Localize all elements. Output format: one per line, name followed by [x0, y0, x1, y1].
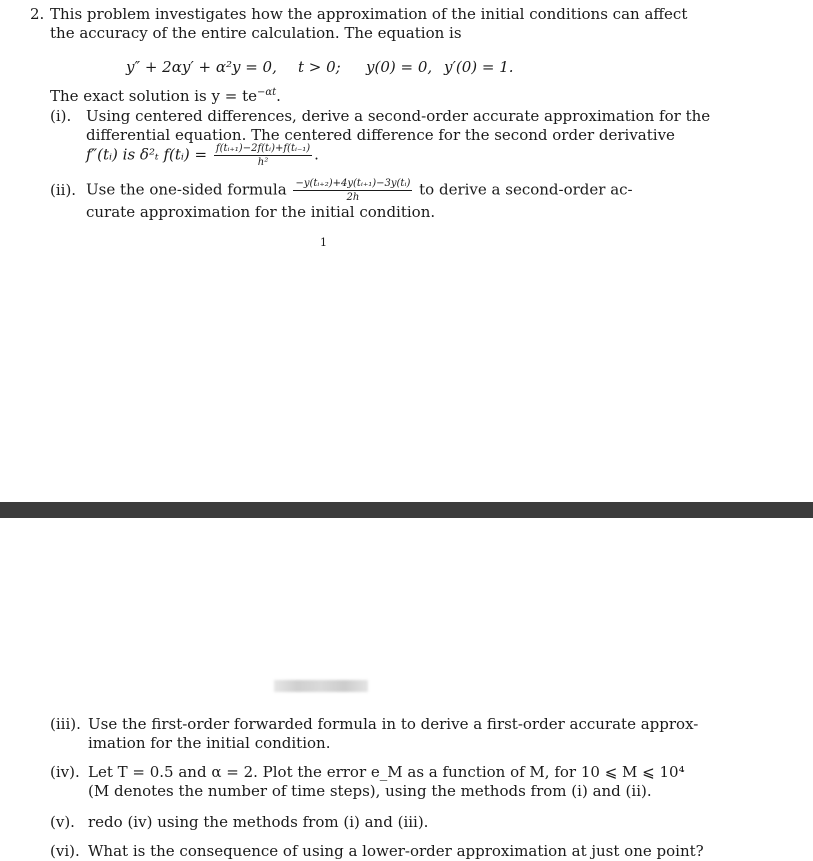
one-sided-formula-denominator: 2h — [346, 192, 360, 203]
centered-difference-fraction — [214, 143, 312, 168]
part-i-line-3 — [86, 143, 319, 168]
part-ii-prefix: Use the one-sided formula — [86, 180, 287, 199]
one-sided-formula-fraction — [293, 178, 412, 203]
part-i-label: (i). — [50, 107, 72, 125]
part-i-line-2: differential equation. The centered difference for the second order derivative — [86, 126, 675, 144]
one-sided-formula-numerator: −y(tᵢ₊₂)+4y(tᵢ₊₁)−3y(tᵢ) — [295, 178, 411, 189]
exact-solution — [50, 87, 281, 106]
ode-domain: t > 0; — [298, 58, 341, 76]
part-iii-label: (iii). — [50, 715, 81, 733]
problem-intro-line-2: the accuracy of the entire calculation. The equation is — [50, 24, 462, 42]
initial-condition-1: y(0) = 0, — [366, 58, 433, 76]
document-page-2 — [0, 518, 813, 861]
part-vi-label: (vi). — [50, 842, 80, 860]
part-ii-suffix: to derive a second-order ac- — [419, 180, 633, 199]
second-derivative-expression: f″(tᵢ) is δ²ₜ f(tᵢ) = — [86, 145, 208, 164]
initial-condition-2: y′(0) = 1. — [444, 58, 514, 76]
part-iv-line-2: (M denotes the number of time steps), using the methods from (i) and (ii). — [88, 782, 652, 800]
part-vi-line-1: What is the consequence of using a lower-order approximation at just one point? — [88, 842, 704, 860]
part-ii-line-2: curate approximation for the initial condition. — [86, 203, 436, 221]
part-v-label: (v). — [50, 813, 75, 831]
part-ii-line-1 — [86, 178, 633, 203]
redacted-text — [274, 680, 368, 692]
exact-solution-end: . — [276, 87, 281, 105]
part-iv-label: (iv). — [50, 763, 80, 781]
part-iii-line-2: imation for the initial condition. — [88, 734, 331, 752]
part-iv-line-1: Let T = 0.5 and α = 2. Plot the error e_M as a function of M, for 10 ⩽ M ⩽ 10⁴ — [88, 763, 685, 781]
part-i-line-1: Using centered differences, derive a second-order accurate approximation for the — [86, 107, 711, 125]
centered-difference-denominator: h² — [257, 157, 269, 168]
part-iii-line-1: Use the first-order forwarded formula in to derive a first-order accurate approx- — [88, 715, 699, 733]
centered-difference-numerator: f(tᵢ₊₁)−2f(tᵢ)+f(tᵢ₋₁) — [215, 143, 311, 154]
page-divider — [0, 502, 813, 518]
exact-solution-text: The exact solution is y = te — [50, 87, 258, 105]
part-i-line-3-end: . — [314, 145, 319, 164]
problem-intro-line-1: This problem investigates how the approximation of the initial conditions can affect — [50, 5, 688, 23]
problem-number: 2. — [30, 5, 45, 23]
ode-equation: y″ + 2αy′ + α²y = 0, — [126, 58, 277, 76]
exact-solution-exponent: −αt — [257, 87, 277, 98]
part-ii-label: (ii). — [50, 181, 77, 199]
part-v-line-1: redo (iv) using the methods from (i) and (iii). — [88, 813, 429, 831]
page-number: 1 — [320, 236, 327, 249]
